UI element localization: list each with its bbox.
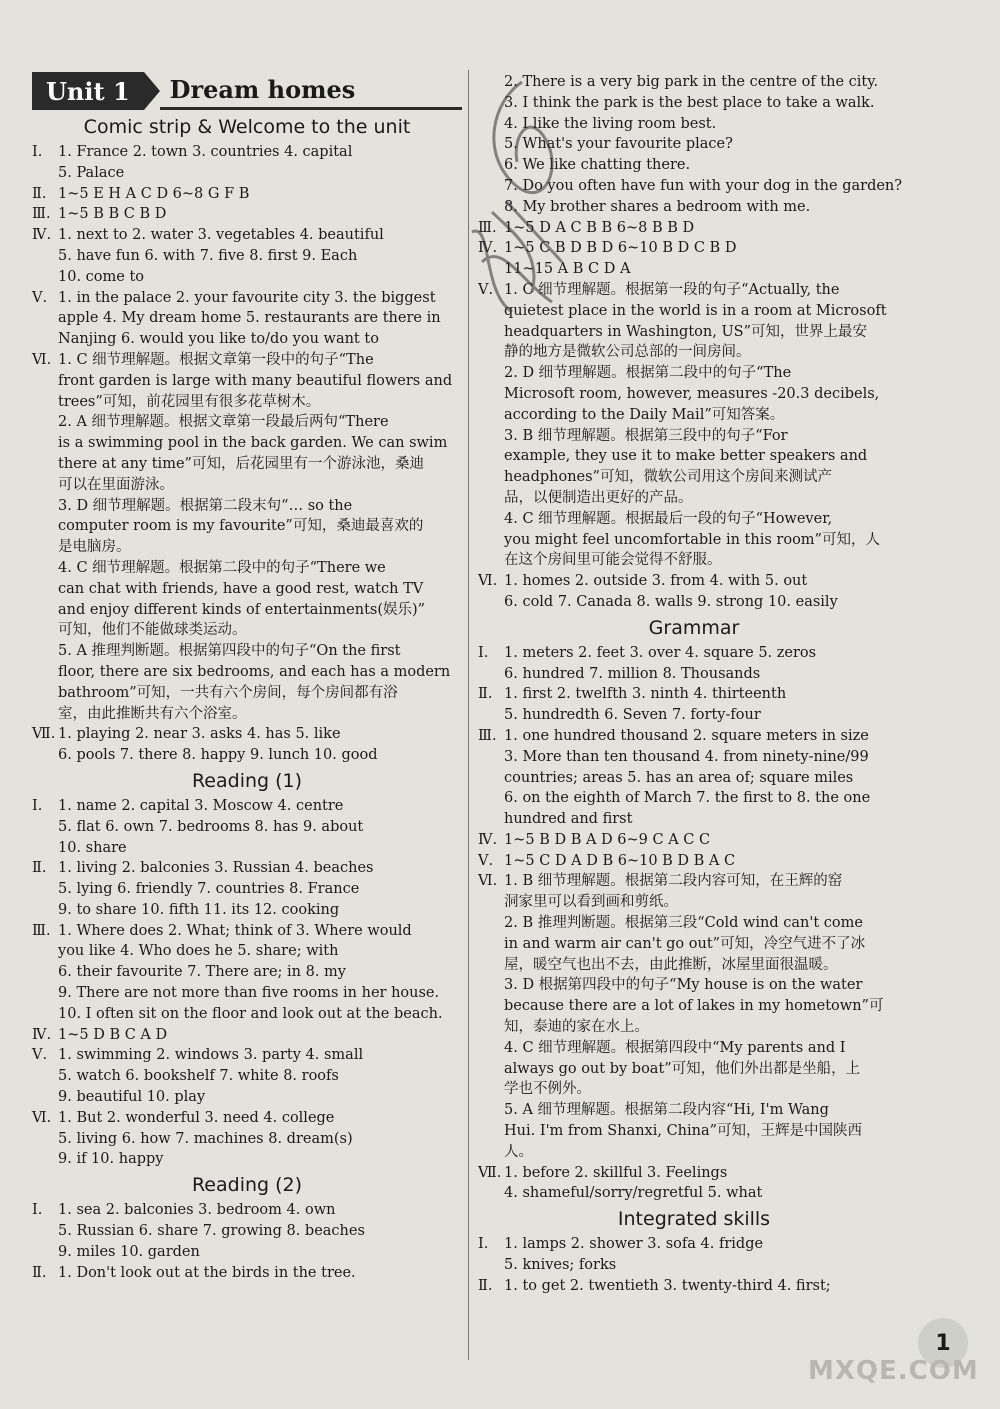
answer-group	[478, 1163, 910, 1205]
question-number: Ⅴ.	[478, 281, 494, 298]
question-number: Ⅱ.	[32, 860, 47, 877]
answer-line: 1. C 细节理解题。根据文章第一段中的句子“The	[58, 351, 374, 368]
answer-line: 6. hundred 7. million 8. Thousands	[504, 665, 761, 682]
question-number: Ⅵ.	[32, 1109, 52, 1126]
answer-line: 1~5 D A C B B 6~8 B B D	[504, 219, 695, 236]
question-number: Ⅴ.	[32, 1047, 48, 1064]
answer-line: 4. I like the living room best.	[504, 115, 717, 132]
answer-line: 1. in the palace 2. your favourite city 3. the biggest	[58, 289, 436, 306]
answer-line: 9. if 10. happy	[58, 1151, 164, 1168]
question-number: Ⅳ.	[32, 1026, 52, 1043]
answer-line: 6. pools 7. there 8. happy 9. lunch 10. good	[58, 747, 378, 764]
answer-group	[478, 1276, 910, 1297]
answer-line: 11~15 A B C D A	[504, 261, 631, 278]
question-number: Ⅴ.	[32, 289, 48, 306]
answer-line: 1. meters 2. feet 3. over 4. square 5. zeros	[504, 644, 817, 661]
answer-line: 1~5 E H A C D 6~8 G F B	[58, 185, 250, 202]
answer-line: Nanjing 6. would you like to/do you want to	[58, 331, 379, 348]
answer-line: 9. There are not more than five rooms in her house.	[58, 985, 440, 1002]
question-number: Ⅱ.	[478, 1277, 493, 1294]
answer-line: 1. before 2. skillful 3. Feelings	[504, 1164, 728, 1181]
answer-group	[32, 724, 462, 766]
answer-group	[478, 643, 910, 685]
answer-line: 静的地方是微软公司总部的一间房间。	[504, 344, 751, 361]
answer-line: always go out by boat”可知，他们外出都是坐船，上	[504, 1060, 861, 1077]
answer-group	[32, 1108, 462, 1170]
answer-line: there at any time”可知，后花园里有一个游泳池，桑迪	[58, 455, 424, 472]
answer-line: computer room is my favourite”可知，桑迪最喜欢的	[58, 518, 424, 535]
answer-line: 学也不例外。	[504, 1081, 591, 1098]
answer-line: front garden is large with many beautiful flowers and	[58, 372, 453, 389]
answer-line: 1. name 2. capital 3. Moscow 4. centre	[58, 797, 344, 814]
answer-line: 1. B 细节理解题。根据第二段内容可知，在王辉的窑	[504, 873, 843, 890]
answer-line: 1. sea 2. balconies 3. bedroom 4. own	[58, 1202, 336, 1219]
answer-line: 10. I often sit on the floor and look out at the beach.	[58, 1005, 443, 1022]
answer-line: 5. have fun 6. with 7. five 8. first 9. Each	[58, 247, 358, 264]
answer-line: 在这个房间里可能会觉得不舒服。	[504, 552, 722, 569]
answer-line: 1. Don't look out at the birds in the tree.	[58, 1264, 356, 1281]
answer-line: 6. on the eighth of March 7. the first to 8. the one	[504, 790, 871, 807]
answer-group	[32, 350, 462, 724]
answer-line: 可以在里面游泳。	[58, 476, 174, 493]
section-title: Comic strip & Welcome to the unit	[83, 116, 411, 138]
answer-group	[478, 851, 910, 872]
answer-line: 7. Do you often have fun with your dog in the garden?	[504, 177, 903, 194]
left-body	[32, 116, 462, 1283]
answer-line: according to the Daily Mail”可知答案。	[504, 406, 785, 423]
question-number: Ⅳ.	[478, 831, 498, 848]
answer-line: 屋，暖空气也出不去，由此推断，冰屋里面很温暖。	[504, 956, 838, 973]
answer-line: example, they use it to make better speakers and	[504, 448, 868, 465]
answer-line: 10. share	[58, 839, 127, 856]
answer-line: 6. their favourite 7. There are; in 8. my	[58, 964, 347, 981]
question-number: Ⅰ.	[32, 144, 43, 160]
answer-line: you like 4. Who does he 5. share; with	[58, 943, 339, 960]
answer-line: 人。	[504, 1143, 533, 1160]
answer-line: 2. There is a very big park in the centre of the city.	[504, 74, 879, 90]
answer-line: 1~5 B D B A D 6~9 C A C C	[504, 831, 711, 848]
answer-line: floor, there are six bedrooms, and each has a modern	[58, 663, 451, 680]
page-number: 1	[918, 1318, 968, 1368]
answer-line: 3. More than ten thousand 4. from ninety-nine/99	[504, 748, 869, 765]
answer-group	[478, 280, 910, 571]
answer-line: Microsoft room, however, measures -20.3 decibels,	[504, 385, 880, 402]
question-number: Ⅵ.	[478, 873, 498, 890]
answer-line: 室，由此推断共有六个浴室。	[58, 705, 247, 722]
question-number: Ⅶ.	[478, 1164, 502, 1181]
answer-group	[478, 830, 910, 851]
answer-line: 5. A 细节理解题。根据第二段内容“Hi, I'm Wang	[504, 1102, 829, 1119]
unit-arrow	[144, 72, 160, 110]
answer-line: 3. B 细节理解题。根据第三段中的句子“For	[504, 427, 788, 444]
question-number: Ⅰ.	[478, 644, 489, 661]
answer-line: Hui. I'm from Shanxi, China”可知，王辉是中国陕西	[504, 1123, 863, 1140]
answer-line: 1. C 细节理解题。根据第一段的句子“Actually, the	[504, 281, 840, 298]
answer-line: 可知，他们不能做球类运动。	[58, 622, 247, 639]
answer-line: and enjoy different kinds of entertainments(娱乐)”	[58, 601, 426, 618]
question-number: Ⅵ.	[478, 573, 498, 590]
answer-line: because there are a lot of lakes in my hometown”可	[504, 998, 884, 1015]
answer-line: 5. hundredth 6. Seven 7. forty-four	[504, 707, 761, 724]
answer-line: 2. A 细节理解题。根据文章第一段最后两句“There	[58, 414, 389, 431]
answer-line: 2. B 推理判断题。根据第三段“Cold wind can't come	[504, 915, 863, 932]
answer-line: 1. homes 2. outside 3. from 4. with 5. out	[504, 573, 808, 590]
answer-line: 1. one hundred thousand 2. square meters in size	[504, 727, 869, 744]
answer-line: 3. I think the park is the best place to take a walk.	[504, 94, 875, 111]
question-number: Ⅲ.	[32, 922, 51, 939]
answer-group	[478, 871, 910, 1162]
answer-line: 1. Where does 2. What; think of 3. Where would	[58, 922, 412, 939]
answer-group	[32, 1200, 462, 1262]
handwritten-signature	[452, 62, 602, 322]
question-number: Ⅳ.	[478, 240, 498, 257]
answer-group	[32, 796, 462, 858]
answer-line: 1~5 D B C A D	[58, 1026, 168, 1043]
answer-group	[32, 142, 462, 184]
unit-title: Dream homes	[160, 72, 462, 110]
answer-group	[32, 204, 462, 225]
answer-line: 2. D 细节理解题。根据第二段中的句子“The	[504, 365, 792, 382]
answer-group	[478, 684, 910, 726]
answer-line: 1~5 B B C B D	[58, 206, 167, 223]
watermark: MXQE.COM	[808, 1356, 979, 1386]
answer-line: apple 4. My dream home 5. restaurants are there in	[58, 310, 441, 327]
answer-line: 4. shameful/sorry/regretful 5. what	[504, 1185, 763, 1202]
section-title: Integrated skills	[617, 1208, 771, 1231]
answer-line: 3. D 细节理解题。根据第二段末句“… so the	[58, 497, 353, 514]
answer-group	[478, 726, 910, 830]
answer-line: 1. lamps 2. shower 3. sofa 4. fridge	[504, 1236, 764, 1253]
answer-line: 1. first 2. twelfth 3. ninth 4. thirteenth	[504, 686, 787, 703]
answer-line: 6. We like chatting there.	[504, 157, 691, 174]
answer-line: 1. But 2. wonderful 3. need 4. college	[58, 1109, 335, 1126]
answer-line: 9. to share 10. fifth 11. its 12. cooking	[58, 901, 340, 918]
answer-group	[32, 288, 462, 350]
answer-line: 知，泰迪的家在水上。	[504, 1019, 649, 1036]
answer-group	[32, 225, 462, 287]
question-number: Ⅳ.	[32, 227, 52, 244]
answer-line: 5. knives; forks	[504, 1257, 617, 1274]
answer-line: 1~5 C B D B D 6~10 B D C B D	[504, 240, 737, 257]
question-number: Ⅱ.	[478, 686, 493, 703]
section-title: Grammar	[648, 616, 740, 639]
answer-line: 1. France 2. town 3. countries 4. capital	[58, 144, 353, 160]
answer-line: 4. C 细节理解题。根据最后一段的句子“However,	[504, 510, 833, 527]
answer-line: you might feel uncomfortable in this room”可知，人	[504, 531, 880, 548]
answer-line: 1~5 C D A D B 6~10 B D B A C	[504, 852, 736, 869]
answer-line: 品，以便制造出更好的产品。	[504, 489, 693, 506]
question-number: Ⅰ.	[32, 1202, 43, 1219]
answer-line: 1. to get 2. twentieth 3. twenty-third 4. first;	[504, 1277, 831, 1294]
answer-line: hundred and first	[504, 811, 633, 828]
answer-line: 5. Russian 6. share 7. growing 8. beaches	[58, 1223, 365, 1240]
question-number: Ⅱ.	[32, 185, 47, 202]
question-number: Ⅲ.	[478, 219, 497, 236]
answer-line: 1. playing 2. near 3. asks 4. has 5. like	[58, 726, 341, 743]
left-column	[32, 72, 462, 1283]
answer-group	[32, 1045, 462, 1107]
answer-line: 5. living 6. how 7. machines 8. dream(s)	[58, 1130, 353, 1147]
answer-line: 8. My brother shares a bedroom with me.	[504, 198, 811, 215]
question-number: Ⅲ.	[478, 727, 497, 744]
answer-line: 1. swimming 2. windows 3. party 4. small	[58, 1047, 364, 1064]
answer-group	[32, 858, 462, 920]
answer-line: 4. C 细节理解题。根据第四段中“My parents and I	[504, 1039, 846, 1056]
question-number: Ⅰ.	[478, 1236, 489, 1253]
question-number: Ⅴ.	[478, 852, 494, 869]
answer-line: 4. C 细节理解题。根据第二段中的句子“There we	[58, 559, 386, 576]
answer-group	[32, 184, 462, 205]
answer-line: 5. Palace	[58, 164, 125, 181]
answer-line: trees”可知，前花园里有很多花草树木。	[58, 393, 321, 410]
answer-line: 9. miles 10. garden	[58, 1243, 200, 1260]
answer-line: 5. A 推理判断题。根据第四段中的句子“On the first	[58, 643, 401, 660]
answer-line: in and warm air can't go out”可知，冷空气进不了冰	[504, 935, 866, 952]
answer-line: quietest place in the world is in a room at Microsoft	[504, 302, 887, 319]
answer-group	[32, 921, 462, 1025]
answer-line: is a swimming pool in the back garden. We can swim	[58, 435, 448, 452]
answer-group	[32, 1263, 462, 1284]
answer-line: 5. flat 6. own 7. bedrooms 8. has 9. about	[58, 818, 364, 835]
answer-line: 是电脑房。	[58, 539, 131, 556]
question-number: Ⅶ.	[32, 726, 56, 743]
answer-line: countries; areas 5. has an area of; square miles	[504, 769, 854, 786]
unit-tag: Unit 1	[32, 72, 144, 110]
section-title: Reading (1)	[191, 769, 303, 792]
question-number: Ⅵ.	[32, 351, 52, 368]
answer-line: 洞家里可以看到画和剪纸。	[504, 894, 678, 911]
answer-line: 6. cold 7. Canada 8. walls 9. strong 10. easily	[504, 593, 838, 610]
unit-banner	[32, 72, 462, 110]
question-number: Ⅰ.	[32, 797, 43, 814]
question-number: Ⅲ.	[32, 206, 51, 223]
question-number: Ⅱ.	[32, 1264, 47, 1281]
answer-line: 3. D 根据第四段中的句子“My house is on the water	[504, 977, 863, 994]
answer-line: 5. lying 6. friendly 7. countries 8. France	[58, 881, 360, 898]
answer-group	[478, 1234, 910, 1276]
answer-line: 1. living 2. balconies 3. Russian 4. beaches	[58, 860, 374, 877]
answer-line: headquarters in Washington, US”可知，世界上最安	[504, 323, 868, 340]
answer-group	[478, 571, 910, 613]
answer-line: 10. come to	[58, 268, 145, 285]
answer-line: can chat with friends, have a good rest, watch TV	[58, 580, 424, 597]
answer-line: 1. next to 2. water 3. vegetables 4. beautiful	[58, 227, 384, 244]
answer-line: 5. watch 6. bookshelf 7. white 8. roofs	[58, 1068, 339, 1085]
answer-line: bathroom”可知，一共有六个房间，每个房间都有浴	[58, 684, 398, 701]
answer-line: 5. What's your favourite place?	[504, 136, 733, 153]
answer-group	[32, 1025, 462, 1046]
section-title: Reading (2)	[191, 1174, 303, 1197]
answer-line: headphones”可知，微软公司用这个房间来测试产	[504, 469, 832, 486]
answer-line: 9. beautiful 10. play	[58, 1089, 206, 1106]
